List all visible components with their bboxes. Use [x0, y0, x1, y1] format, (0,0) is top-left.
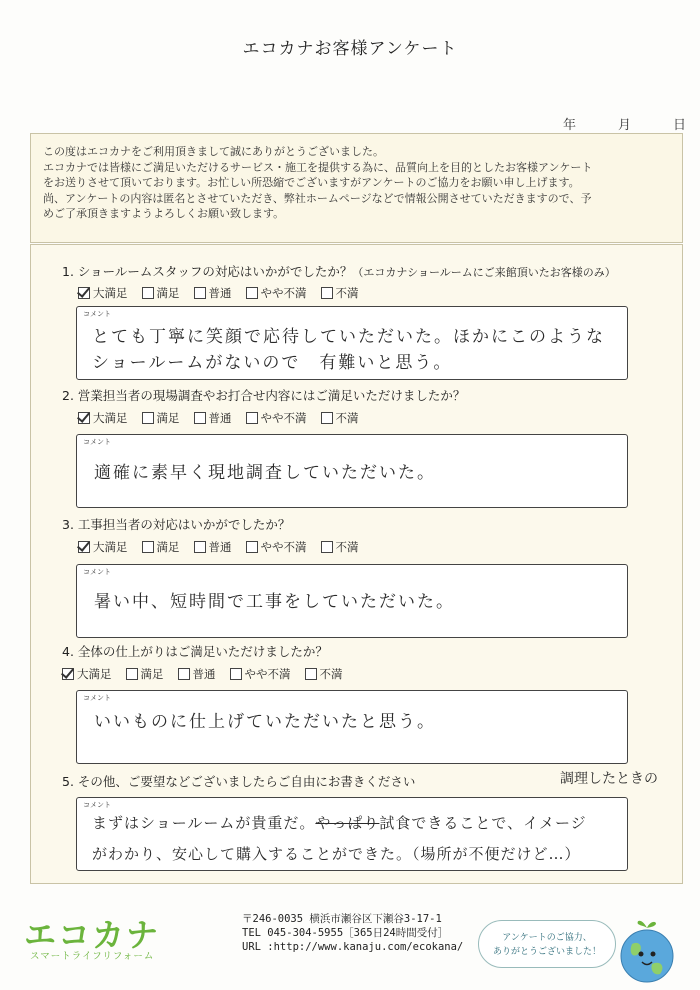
- option-dissatisfied[interactable]: 不満: [321, 410, 359, 426]
- handwritten-comment: とても丁寧に笑顔で応待していただいた。ほかにこのような: [92, 327, 605, 347]
- checkbox[interactable]: [321, 412, 333, 424]
- option-somewhat-dissatisfied[interactable]: やや不満: [230, 666, 291, 682]
- option-neutral[interactable]: 普通: [178, 666, 216, 682]
- thanks-bubble: アンケートのご協力、 ありがとうございました！: [478, 920, 616, 968]
- checkbox[interactable]: [126, 668, 138, 680]
- checkbox[interactable]: [246, 412, 258, 424]
- checkbox[interactable]: [246, 287, 258, 299]
- handwritten-comment: がわかり、安心して購入することができた。（場所が不便だけど…）: [92, 845, 581, 863]
- option-very-satisfied[interactable]: 大満足: [78, 285, 128, 301]
- handwritten-comment: まずはショールームが貴重だ。やっぱり試食できることで、イメージ: [92, 814, 587, 832]
- option-somewhat-dissatisfied[interactable]: やや不満: [246, 410, 307, 426]
- contact-info: [242, 912, 463, 954]
- option-somewhat-dissatisfied[interactable]: やや不満: [246, 285, 307, 301]
- checkbox[interactable]: [194, 287, 206, 299]
- logo-tagline: スマートライフリフォーム: [30, 951, 155, 962]
- logo-text: エコカナ: [24, 917, 161, 953]
- checkbox[interactable]: [142, 541, 154, 553]
- date-day: 日: [672, 118, 686, 133]
- checkbox[interactable]: [142, 412, 154, 424]
- option-very-satisfied[interactable]: 大満足: [78, 539, 128, 555]
- comment-box-1[interactable]: コメント: [76, 306, 628, 380]
- address-line: 〒246-0035 横浜市瀬谷区下瀬谷3-17-1: [242, 913, 442, 925]
- handwritten-comment: いいものに仕上げていただいたと思う。: [94, 712, 436, 732]
- date-year: 年: [562, 118, 576, 133]
- option-dissatisfied[interactable]: 不満: [321, 285, 359, 301]
- option-very-satisfied[interactable]: 大満足: [62, 666, 112, 682]
- rating-options-4: [62, 666, 343, 682]
- option-satisfied[interactable]: 満足: [142, 410, 180, 426]
- question-4: 4. 全体の仕上がりはご満足いただけましたか？: [62, 644, 328, 659]
- checkbox[interactable]: [78, 541, 90, 553]
- page-title: エコカナお客様アンケート: [242, 39, 458, 59]
- date-field: [563, 114, 686, 133]
- checkbox[interactable]: [142, 287, 154, 299]
- comment-box-2[interactable]: コメント: [76, 434, 628, 508]
- option-neutral[interactable]: 普通: [194, 285, 232, 301]
- rating-options-3: [78, 539, 359, 555]
- intro-line: めご了承頂きますようよろしくお願い致します。: [43, 207, 285, 220]
- rating-options-2: [78, 410, 359, 426]
- checkbox[interactable]: [194, 541, 206, 553]
- option-neutral[interactable]: 普通: [194, 410, 232, 426]
- question-1: 1. ショールームスタッフの対応はいかがでしたか？（エコカナショールームにご来館頂いたお客様のみ）: [62, 264, 616, 279]
- option-somewhat-dissatisfied[interactable]: やや不満: [246, 539, 307, 555]
- checkbox[interactable]: [78, 287, 90, 299]
- checkbox[interactable]: [178, 668, 190, 680]
- option-neutral[interactable]: 普通: [194, 539, 232, 555]
- checkbox[interactable]: [321, 287, 333, 299]
- checkbox[interactable]: [62, 668, 74, 680]
- question-3: 3. 工事担当者の対応はいかがでしたか？: [62, 517, 291, 532]
- url-line[interactable]: URL :http://www.kanaju.com/ecokana/: [242, 941, 464, 953]
- intro-line: をお送りさせて頂いております。お忙しい所恐縮でございますがアンケートのご協力をお願い申し上げます。: [43, 176, 580, 189]
- comment-box-4[interactable]: コメント: [76, 690, 628, 764]
- phone-line: TEL 045-304-5955［365日24時間受付］: [242, 927, 449, 939]
- handwritten-comment: ショールームがないので 有難いと思う。: [92, 353, 453, 373]
- comment-box-3[interactable]: コメント: [76, 564, 628, 638]
- option-satisfied[interactable]: 満足: [142, 285, 180, 301]
- checkbox[interactable]: [321, 541, 333, 553]
- checkbox[interactable]: [246, 541, 258, 553]
- question-2: 2. 営業担当者の現場調査やお打合せ内容にはご満足いただけましたか？: [62, 388, 466, 403]
- checkbox[interactable]: [230, 668, 242, 680]
- option-dissatisfied[interactable]: 不満: [321, 539, 359, 555]
- checkbox[interactable]: [78, 412, 90, 424]
- date-month: 月: [617, 118, 631, 133]
- rating-options-1: [78, 285, 359, 301]
- option-dissatisfied[interactable]: 不満: [305, 666, 343, 682]
- checkbox[interactable]: [305, 668, 317, 680]
- handwritten-insertion: 調理したときの: [560, 771, 658, 787]
- checkbox[interactable]: [194, 412, 206, 424]
- question-5: 5. その他、ご要望などございましたらご自由にお書きください: [62, 774, 416, 789]
- footer: [0, 900, 700, 990]
- handwritten-comment: 適確に素早く現地調査していただいた。: [94, 463, 436, 483]
- handwritten-comment: 暑い中、短時間で工事をしていただいた。: [94, 592, 455, 612]
- intro-line: 尚、アンケートの内容は匿名とさせていただき、弊社ホームページなどで情報公開させていただきますので、予: [43, 191, 592, 205]
- earth-mascot-icon: [612, 914, 682, 986]
- option-satisfied[interactable]: 満足: [126, 666, 164, 682]
- intro-box: [30, 133, 683, 243]
- comment-box-5[interactable]: コメント: [76, 797, 628, 871]
- option-satisfied[interactable]: 満足: [142, 539, 180, 555]
- intro-line: この度はエコカナをご利用頂きまして誠にありがとうございました。: [43, 145, 384, 158]
- option-very-satisfied[interactable]: 大満足: [78, 410, 128, 426]
- intro-line: エコカナでは皆様にご満足いただけるサービス・施工を提供する為に、品質向上を目的としたお客様アンケート: [43, 160, 593, 174]
